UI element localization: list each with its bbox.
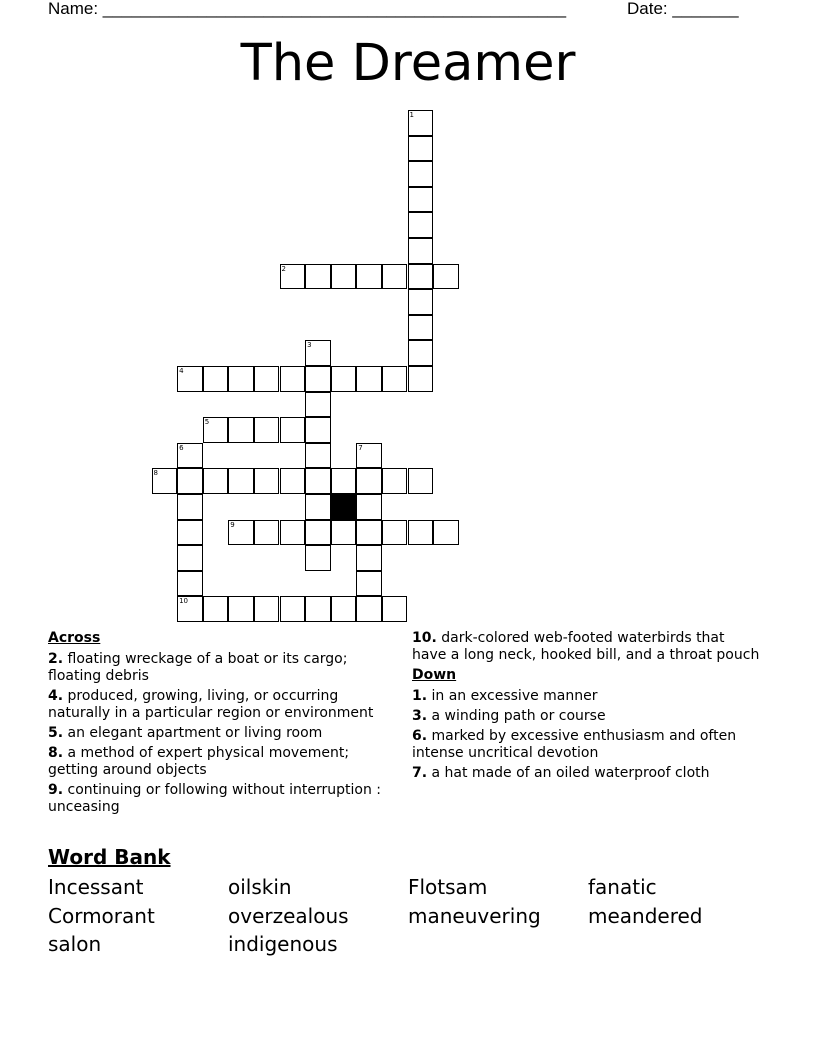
crossword-cell[interactable] (356, 366, 382, 392)
crossword-cell[interactable] (280, 520, 306, 546)
crossword-cell[interactable] (305, 545, 331, 571)
clue-text: marked by excessive enthusiasm and often intense uncritical devotion (412, 728, 737, 761)
crossword-cell[interactable] (280, 468, 306, 494)
clue-number: 6. (412, 728, 428, 744)
clue-text: dark-colored web-footed waterbirds that have a long neck, hooked bill, and a throat pouch (412, 630, 760, 663)
crossword-cell[interactable] (152, 468, 178, 494)
crossword-cell[interactable] (408, 366, 434, 392)
crossword-cell[interactable] (408, 289, 434, 315)
clue-text: floating wreckage of a boat or its cargo; floating debris (48, 651, 348, 684)
down-heading: Down (412, 667, 457, 683)
crossword-cell[interactable] (408, 264, 434, 290)
crossword-cell[interactable] (228, 417, 254, 443)
crossword-cell[interactable] (280, 264, 306, 290)
clue-number-label: 4 (179, 367, 184, 375)
crossword-cell[interactable] (254, 366, 280, 392)
crossword-cell[interactable] (356, 596, 382, 622)
clue-text: produced, growing, living, or occurring naturally in a particular region or environment (48, 688, 374, 721)
clue-number: 8. (48, 745, 64, 761)
crossword-cell[interactable] (356, 545, 382, 571)
crossword-cell[interactable] (356, 520, 382, 546)
crossword-cell[interactable] (280, 366, 306, 392)
crossword-cell[interactable] (280, 596, 306, 622)
across-heading: Across (48, 630, 101, 646)
crossword-cell[interactable] (254, 468, 280, 494)
clue-number-label: 3 (307, 341, 312, 350)
crossword-cell[interactable] (382, 596, 408, 622)
crossword-cell[interactable] (177, 520, 203, 546)
crossword-cell[interactable] (408, 468, 434, 494)
clue-text: continuing or following without interruption : unceasing (48, 782, 381, 815)
clue-number: 2. (48, 651, 64, 667)
word-bank-item: Cormorant (48, 903, 155, 928)
down-clue (412, 708, 762, 725)
crossword-cell[interactable] (305, 443, 331, 469)
word-bank-item: Incessant (48, 875, 144, 899)
crossword-cell[interactable] (305, 596, 331, 622)
across-clue (48, 651, 403, 685)
clue-number-label: 1 (409, 111, 414, 119)
clue-number-label: 10 (179, 597, 189, 606)
word-bank (48, 873, 768, 959)
crossword-cell[interactable] (203, 366, 229, 392)
crossword-cell[interactable] (408, 161, 434, 187)
across-clue (48, 782, 403, 816)
word-bank-item: indigenous (228, 932, 338, 956)
crossword-cell[interactable] (305, 520, 331, 546)
crossword-cell[interactable] (382, 264, 408, 290)
across-clue (48, 745, 403, 779)
clue-text: an elegant apartment or living room (67, 725, 323, 741)
across-clue (412, 630, 762, 664)
clue-number: 4. (48, 688, 64, 704)
crossword-cell[interactable] (331, 520, 357, 546)
crossword-cell[interactable] (331, 366, 357, 392)
clue-text: a method of expert physical movement; getting around objects (48, 745, 350, 778)
crossword-cell[interactable] (203, 417, 229, 443)
crossword-cell[interactable] (177, 596, 203, 622)
crossword-cell[interactable] (254, 596, 280, 622)
crossword-cell[interactable] (228, 366, 254, 392)
crossword-cell[interactable] (331, 596, 357, 622)
crossword-cell[interactable] (177, 443, 203, 469)
crossword-cell[interactable] (408, 520, 434, 546)
crossword-cell[interactable] (331, 468, 357, 494)
crossword-cell[interactable] (280, 417, 306, 443)
crossword-cell[interactable] (254, 417, 280, 443)
crossword-cell[interactable] (408, 187, 434, 213)
down-clue (412, 688, 762, 705)
clue-number: 1. (412, 688, 428, 704)
crossword-cell[interactable] (408, 110, 434, 136)
clue-number-label: 9 (230, 520, 235, 529)
clue-number-label: 7 (358, 443, 363, 452)
clue-text: a hat made of an oiled waterproof cloth (431, 765, 710, 781)
clue-number-label: 6 (179, 443, 184, 452)
crossword-cell[interactable] (408, 340, 434, 366)
crossword-cell[interactable] (382, 366, 408, 392)
clue-text: in an excessive manner (431, 688, 598, 704)
crossword-cell[interactable] (177, 545, 203, 571)
crossword-cell[interactable] (228, 520, 254, 546)
clue-number-label: 8 (153, 469, 158, 478)
crossword-cell[interactable] (305, 468, 331, 494)
word-bank-item: salon (48, 932, 102, 956)
word-bank-item: fanatic (588, 875, 657, 899)
down-clue (412, 728, 762, 762)
crossword-cell[interactable] (331, 264, 357, 290)
crossword-cell[interactable] (356, 443, 382, 469)
name-field-label: Name: _________________________________________________ (48, 0, 567, 18)
crossword-cell[interactable] (305, 392, 331, 418)
clue-number: 7. (412, 765, 428, 781)
crossword-cell[interactable] (228, 596, 254, 622)
across-clue (48, 725, 403, 742)
across-clue (48, 688, 403, 722)
crossword-cell[interactable] (382, 520, 408, 546)
crossword-cell[interactable] (203, 596, 229, 622)
crossword-cell[interactable] (305, 340, 331, 366)
clue-number: 10. (412, 630, 437, 646)
word-bank-item: meandered (588, 903, 703, 928)
crossword-cell[interactable] (433, 264, 459, 290)
clue-number: 3. (412, 708, 428, 724)
page-title: The Dreamer (240, 34, 576, 93)
crossword-cell[interactable] (203, 468, 229, 494)
clue-text: a winding path or course (431, 708, 606, 724)
date-field-label: Date: _______ (627, 0, 739, 18)
crossword-cell[interactable] (356, 468, 382, 494)
crossword-cell[interactable] (177, 366, 203, 392)
crossword-cell[interactable] (177, 494, 203, 520)
crossword-cell[interactable] (305, 417, 331, 443)
crossword-cell[interactable] (356, 571, 382, 597)
clue-number: 5. (48, 725, 64, 741)
down-clue (412, 765, 762, 782)
word-bank-item: overzealous (228, 903, 349, 928)
clue-number: 9. (48, 782, 64, 798)
clue-number-label: 2 (281, 264, 286, 273)
word-bank-item: maneuvering (408, 903, 541, 928)
crossword-cell[interactable] (305, 494, 331, 520)
black-square (331, 494, 357, 520)
crossword-cell[interactable] (408, 238, 434, 264)
word-bank-title: Word Bank (48, 845, 171, 869)
clues-right-column (412, 630, 762, 785)
crossword-cell[interactable] (408, 212, 434, 238)
crossword-cell[interactable] (408, 315, 434, 341)
clue-number-label: 5 (204, 418, 210, 427)
word-bank-item: oilskin (228, 875, 292, 899)
crossword-cell[interactable] (305, 264, 331, 290)
crossword-cell[interactable] (177, 468, 203, 494)
crossword-cell[interactable] (356, 494, 382, 520)
crossword-cell[interactable] (228, 468, 254, 494)
crossword-cell[interactable] (382, 468, 408, 494)
crossword-cell[interactable] (177, 571, 203, 597)
crossword-cell[interactable] (408, 136, 434, 162)
clues-left-column (48, 630, 403, 819)
crossword-cell[interactable] (433, 520, 459, 546)
crossword-cell[interactable] (305, 366, 331, 392)
crossword-cell[interactable] (356, 264, 382, 290)
word-bank-item: Flotsam (408, 875, 488, 899)
crossword-cell[interactable] (254, 520, 280, 546)
